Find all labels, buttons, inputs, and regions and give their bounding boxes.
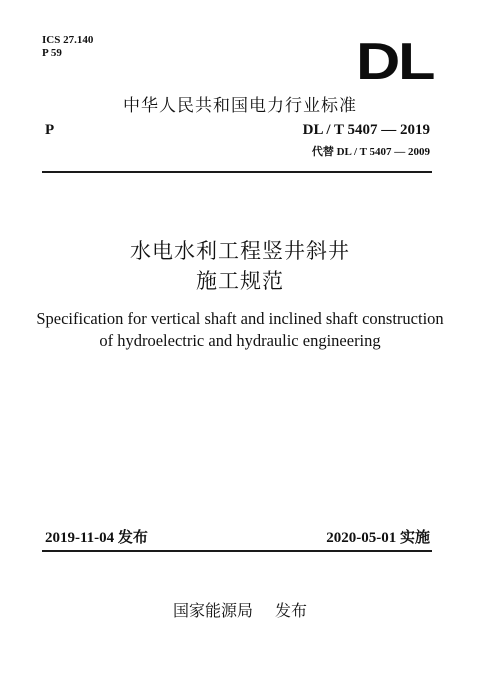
top-divider	[42, 171, 432, 173]
english-title	[0, 308, 480, 352]
bottom-divider	[42, 550, 432, 552]
english-title-line-2: of hydroelectric and hydraulic engineering	[99, 331, 381, 350]
category-code: P 59	[42, 47, 62, 59]
issue-label: 发布	[117, 528, 148, 546]
replaces-line	[312, 143, 430, 159]
chinese-title	[0, 236, 480, 296]
chinese-title-line-2: 施工规范	[196, 269, 284, 293]
publish-label: 发布	[275, 601, 308, 620]
dl-logo: DL	[356, 33, 434, 91]
standard-number: DL / T 5407 — 2019	[302, 122, 430, 138]
replaces-number: DL / T 5407 — 2009	[336, 146, 430, 158]
implement-label: 实施	[399, 528, 430, 546]
replaces-label: 代替	[311, 145, 334, 158]
organization-title: 中华人民共和国电力行业标准	[123, 96, 357, 116]
publisher-line	[0, 598, 480, 621]
chinese-title-line-1: 水电水利工程竖井斜井	[130, 239, 350, 263]
ics-code: ICS 27.140	[42, 34, 94, 46]
english-title-line-1: Specification for vertical shaft and inclined shaft construction	[36, 309, 444, 328]
implement-date-line	[326, 526, 430, 547]
classification-codes	[42, 34, 93, 60]
implement-date: 2020-05-01	[326, 530, 397, 546]
category-letter: P	[45, 122, 55, 138]
issue-date: 2019-11-04	[45, 530, 115, 546]
publisher-name: 国家能源局	[172, 601, 253, 620]
issue-date-line	[45, 526, 148, 547]
